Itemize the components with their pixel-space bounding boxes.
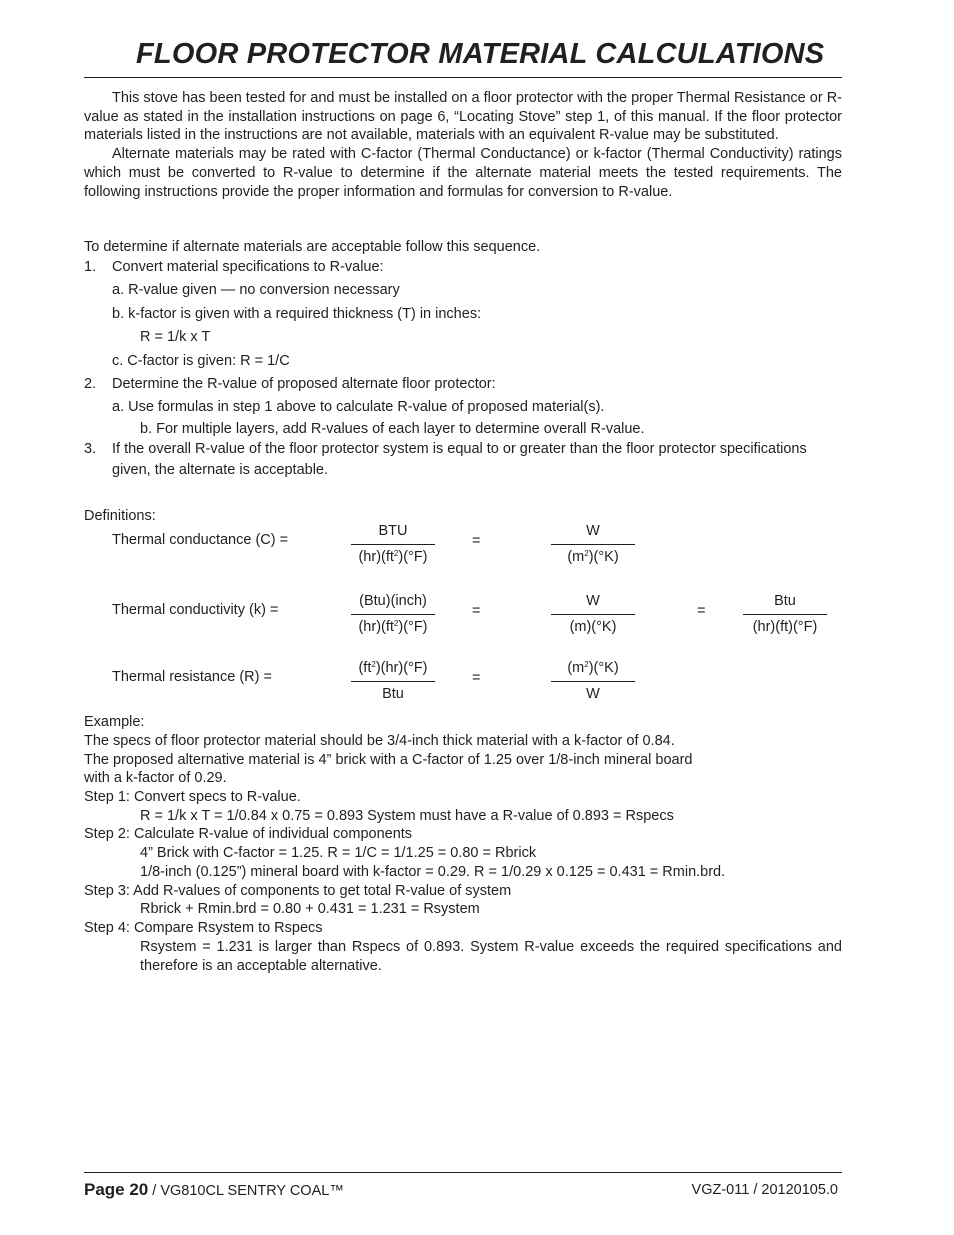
conductance-fraction-2-denominator: $(m^2)(^\circ K)$ — [567, 549, 619, 565]
conductance-fraction-1-numerator: BTU — [351, 523, 435, 545]
page-number: Page 20 — [84, 1180, 149, 1199]
intro-text — [84, 89, 842, 201]
document-name: / VG810CL SENTRY COAL™ — [148, 1183, 344, 1199]
step-1c-text: c. C-factor is given: R = 1/C — [112, 353, 290, 369]
intro-paragraph-1: This stove has been tested for and must be installed on a floor protector with the proper Thermal Resistance or R-value as stated in the installation instructions on page 6, “Locating Stove” step 1, of this manual. If the floor protector materials listed in the instructions are not available, materials with an equivalent R-value may be substituted. — [84, 90, 842, 144]
page-title: FLOOR PROTECTOR MATERIAL CALCULATIONS — [136, 38, 825, 70]
example-step-1: Step 1: Convert specs to R-value. — [84, 789, 301, 805]
document-code: VGZ-011 / 20120105.0 — [691, 1182, 838, 1198]
step-2a-text: a. Use formulas in step 1 above to calculate R-value of proposed material(s). — [112, 399, 605, 415]
example-line-2: The proposed alternative material is 4” brick with a C-factor of 1.25 over 1/8-inch mineral board — [84, 752, 693, 768]
equals-sign: = — [472, 533, 481, 549]
conductance-fraction-1 — [351, 523, 435, 566]
resistance-fraction-2-denominator: W — [586, 686, 600, 702]
resistance-label: Thermal resistance (R) = — [112, 669, 272, 685]
step-3-number: 3. — [84, 441, 97, 457]
conductance-fraction-2 — [551, 523, 635, 566]
example-step-2-brick: 4” Brick with C-factor = 1.25. R = 1/C = 1/1.25 = 0.80 = Rbrick — [140, 845, 537, 861]
resistance-fraction-1-numerator: $(ft^2)(hr)(^\circ F)$ — [351, 660, 435, 682]
example-step-4: Step 4: Compare Rsystem to Rspecs — [84, 920, 323, 936]
example-step-4-detail: Rsystem = 1.231 is larger than Rspecs of 0.893. System R-value exceeds the required specifications and therefore is an acceptable alternative. — [140, 939, 842, 974]
step-2-text: Determine the R-value of proposed alternate floor protector: — [112, 376, 496, 392]
resistance-fraction-2 — [551, 660, 635, 703]
step-1b-text: b. k-factor is given with a required thickness (T) in inches: — [112, 306, 482, 322]
conductance-fraction-1-denominator: $(hr)(ft^2)(^\circ F)$ — [358, 549, 428, 565]
conductivity-fraction-1-numerator: (Btu)(inch) — [351, 593, 435, 615]
conductivity-fraction-2-denominator: (m)(°K) — [569, 619, 617, 635]
step-3-text-line-2: given, the alternate is acceptable. — [112, 462, 329, 478]
step-1b-formula: R = 1/k x T — [140, 329, 211, 345]
example-step-1-detail: R = 1/k x T = 1/0.84 x 0.75 = 0.893 System must have a R-value of 0.893 = Rspecs — [140, 808, 674, 824]
conductance-label: Thermal conductance (C) = — [112, 532, 289, 548]
conductivity-fraction-3-denominator: (hr)(ft)(°F) — [752, 619, 818, 635]
equals-sign: = — [472, 603, 481, 619]
step-1-number: 1. — [84, 259, 97, 275]
example-heading: Example: — [84, 714, 145, 730]
example-step-2-board: 1/8-inch (0.125”) mineral board with k-factor = 0.29. R = 1/0.29 x 0.125 = 0.431 = Rmin.brd. — [140, 864, 726, 880]
title-rule — [84, 77, 842, 78]
sequence-intro: To determine if alternate materials are acceptable follow this sequence. — [84, 239, 541, 255]
example-step-3-detail: Rbrick + Rmin.brd = 0.80 + 0.431 = 1.231 = Rsystem — [140, 901, 480, 917]
example-line-1: The specs of floor protector material should be 3/4-inch thick material with a k-factor of 0.84. — [84, 733, 675, 749]
example-step-2: Step 2: Calculate R-value of individual components — [84, 826, 413, 842]
step-2-number: 2. — [84, 376, 97, 392]
step-3-text-line-1: If the overall R-value of the floor protector system is equal to or greater than the floor protector specifications — [112, 441, 807, 457]
intro-paragraph-2: Alternate materials may be rated with C-factor (Thermal Conductance) or k-factor (Thermal Conductivity) ratings which must be converted to R-value to determine if the alternate material meets the tested requirements. The following instructions provide the proper information and formulas for conversion to R-value. — [84, 146, 842, 200]
footer-page-info — [84, 1180, 344, 1200]
conductivity-fraction-2 — [551, 593, 635, 636]
example-step-3: Step 3: Add R-values of components to get total R-value of system — [84, 883, 512, 899]
step-1a-text: a. R-value given — no conversion necessary — [112, 282, 400, 298]
conductivity-fraction-1 — [351, 593, 435, 636]
conductivity-label: Thermal conductivity (k) = — [112, 602, 279, 618]
conductivity-fraction-2-numerator: W — [551, 593, 635, 615]
conductivity-fraction-3-numerator: Btu — [743, 593, 827, 615]
conductivity-fraction-3 — [743, 593, 827, 636]
resistance-fraction-1-denominator: Btu — [382, 686, 404, 702]
equals-sign: = — [697, 603, 706, 619]
definitions-heading: Definitions: — [84, 508, 156, 524]
resistance-fraction-2-numerator: $(m^2)(^\circ K)$ — [551, 660, 635, 682]
resistance-fraction-1 — [351, 660, 435, 703]
example-line-3: with a k-factor of 0.29. — [84, 770, 227, 786]
conductance-fraction-2-numerator: W — [551, 523, 635, 545]
step-2b-text: b. For multiple layers, add R-values of each layer to determine overall R-value. — [140, 421, 645, 437]
footer-rule — [84, 1172, 842, 1173]
equals-sign: = — [472, 670, 481, 686]
step-1-text: Convert material specifications to R-value: — [112, 259, 384, 275]
conductivity-fraction-1-denominator: $(hr)(ft^2)(^\circ F)$ — [358, 619, 428, 635]
